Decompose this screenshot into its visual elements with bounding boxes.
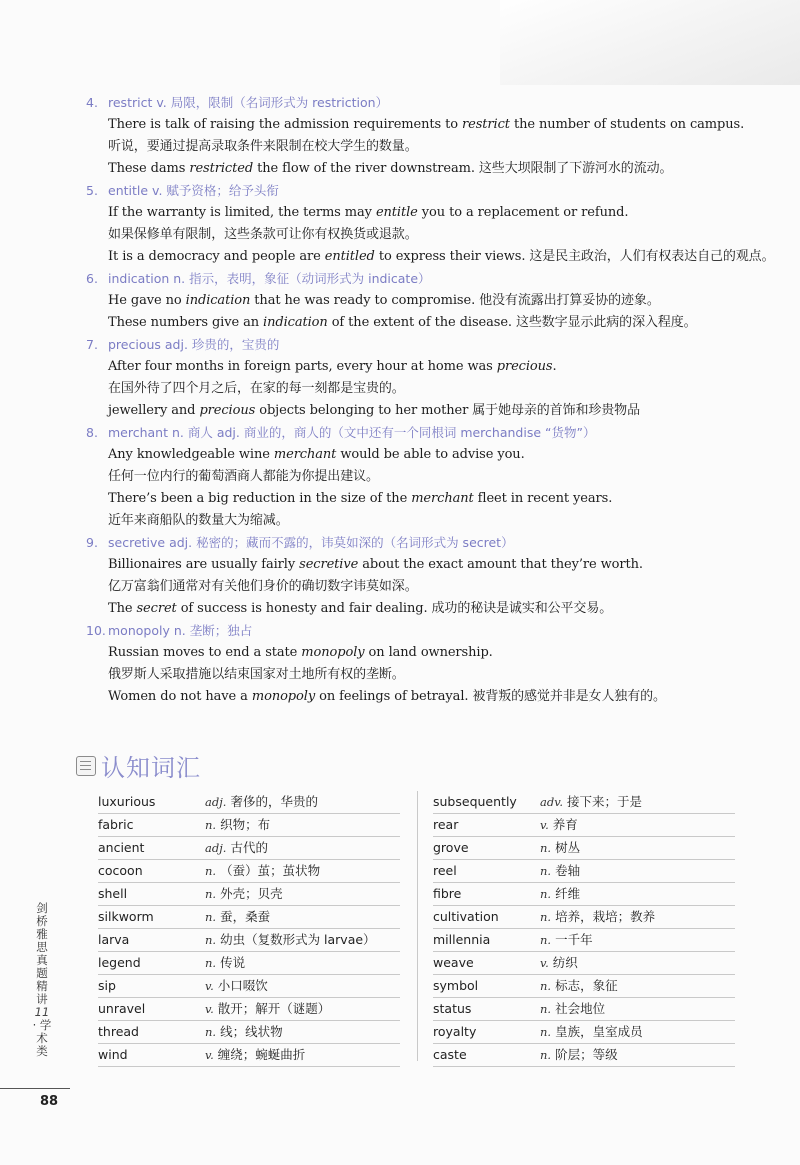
vocab-meaning: 皇族，皇室成员	[555, 1024, 643, 1039]
example-text: Women do not have a	[108, 689, 252, 704]
vocab-part-of-speech: n.	[540, 1025, 552, 1039]
entry-number: 7.	[86, 337, 98, 352]
side-label-prefix: 剑桥雅思真题精讲	[36, 901, 48, 1006]
vocab-part-of-speech: v.	[540, 956, 549, 970]
example-sentence	[86, 136, 786, 158]
word-entries	[86, 92, 786, 708]
example-keyword: restrict	[462, 117, 510, 132]
example-text: Billionaires are usually fairly	[108, 557, 300, 572]
entry-heading	[86, 268, 786, 290]
example-text: Any knowledgeable wine	[108, 447, 274, 462]
word-entry	[86, 532, 786, 620]
example-text: of success is honesty and fair dealing. 成功的秘诀是诚实和公平交易。	[176, 601, 613, 616]
example-text: jewellery and	[108, 403, 200, 418]
example-keyword: merchant	[411, 491, 474, 506]
vocab-row	[98, 906, 400, 929]
side-label-dot: ·	[32, 1018, 37, 1032]
example-text: It is a democracy and people are	[108, 249, 325, 264]
example-sentence	[86, 290, 786, 312]
vocab-title-text: 认知词汇	[101, 754, 201, 782]
example-sentence	[86, 400, 786, 422]
vocab-word: cultivation	[433, 909, 499, 924]
vocab-part-of-speech: n.	[540, 887, 552, 901]
example-text: 亿万富翁们通常对有关他们身价的确切数字讳莫如深。	[108, 579, 418, 594]
example-text: 听说，要通过提高录取条件来限制在校大学生的数量。	[108, 139, 418, 154]
entry-number: 5.	[86, 183, 98, 198]
entry-heading	[86, 92, 786, 114]
page-number: 88	[40, 1094, 59, 1109]
vocab-word: shell	[98, 886, 128, 901]
example-sentence	[86, 576, 786, 598]
example-text: on land ownership.	[364, 645, 493, 660]
vocab-meaning: 线；线状物	[220, 1024, 283, 1039]
vocab-word: status	[433, 1001, 472, 1016]
vocab-word: wind	[98, 1047, 128, 1062]
example-keyword: precious	[496, 359, 553, 374]
side-label-suffix: 学术类	[36, 1018, 52, 1058]
example-text: .	[552, 359, 557, 374]
vocab-part-of-speech: n.	[540, 933, 552, 947]
example-text: There’s been a big reduction in the size of the	[108, 491, 412, 506]
vocab-row	[98, 883, 400, 906]
vocab-row	[98, 814, 400, 837]
example-text: you to a replacement or refund.	[417, 205, 629, 220]
example-text: would be able to advise you.	[336, 447, 525, 462]
vocab-word: fabric	[98, 817, 134, 832]
vocab-part-of-speech: n.	[205, 818, 217, 832]
vocab-word: subsequently	[433, 794, 517, 809]
example-sentence	[86, 378, 786, 400]
example-keyword: indication	[263, 315, 328, 330]
vocab-word: millennia	[433, 932, 491, 947]
vocab-row	[433, 906, 735, 929]
vocab-part-of-speech: n.	[205, 933, 217, 947]
example-text: These numbers give an	[108, 315, 264, 330]
vocab-word: rear	[433, 817, 459, 832]
entry-heading-text: precious adj. 珍贵的，宝贵的	[108, 337, 280, 352]
example-sentence	[86, 664, 786, 686]
vocab-meaning: 古代的	[230, 840, 268, 855]
vocab-part-of-speech: adj.	[205, 841, 227, 855]
vocab-meaning: 树丛	[555, 840, 581, 855]
entry-number: 8.	[86, 425, 98, 440]
example-keyword: monopoly	[251, 689, 316, 704]
example-text: on feelings of betrayal. 被背叛的感觉并非是女人独有的。	[315, 689, 666, 704]
vocab-part-of-speech: n.	[540, 1002, 552, 1016]
example-text: These dams	[108, 161, 190, 176]
vocab-row	[433, 791, 735, 814]
example-text: After four months in foreign parts, every hour at home was	[108, 359, 497, 374]
vocab-row	[433, 998, 735, 1021]
word-entry	[86, 422, 786, 532]
example-text: the flow of the river downstream. 这些大坝限制了下游河水的流动。	[253, 161, 673, 176]
vocab-part-of-speech: n.	[540, 841, 552, 855]
vocab-part-of-speech: v.	[205, 1048, 214, 1062]
word-entry	[86, 180, 786, 268]
vocab-meaning: 培养，栽培；教养	[555, 909, 656, 924]
vocab-part-of-speech: v.	[540, 818, 549, 832]
column-divider	[417, 791, 418, 1061]
example-sentence	[86, 158, 786, 180]
example-text: that he was ready to compromise. 他没有流露出打算妥协的迹象。	[250, 293, 660, 308]
example-sentence	[86, 202, 786, 224]
vocab-meaning: 幼虫（复数形式为 larvae）	[220, 932, 376, 947]
vocab-word: reel	[433, 863, 457, 878]
example-text: to express their views. 这是民主政治，人们有权表达自己的观点。	[374, 249, 775, 264]
vocab-part-of-speech: n.	[540, 979, 552, 993]
vocab-row	[433, 814, 735, 837]
example-text: of the extent of the disease. 这些数字显示此病的深入程度。	[327, 315, 697, 330]
vocab-word: weave	[433, 955, 474, 970]
vocab-row	[98, 1044, 400, 1067]
entry-number: 4.	[86, 95, 98, 110]
vocab-word: royalty	[433, 1024, 477, 1039]
example-text: 近年来商船队的数量大为缩减。	[108, 513, 289, 528]
vocab-word: silkworm	[98, 909, 154, 924]
vocab-meaning: 一千年	[555, 932, 593, 947]
example-sentence	[86, 488, 786, 510]
entry-heading-text: indication n. 指示，表明，象征（动词形式为 indicate）	[108, 271, 431, 286]
vocab-row	[98, 998, 400, 1021]
example-text: 如果保修单有限制，这些条款可让你有权换货或退款。	[108, 227, 418, 242]
example-text: There is talk of raising the admission requirements to	[108, 117, 463, 132]
example-sentence	[86, 114, 786, 136]
example-sentence	[86, 466, 786, 488]
example-keyword: entitled	[324, 249, 375, 264]
example-text: objects belonging to her mother 属于她母亲的首饰和珍贵物品	[255, 403, 640, 418]
vocab-row	[98, 1021, 400, 1044]
vocab-row	[433, 860, 735, 883]
entry-number: 10.	[86, 623, 106, 638]
vocab-row	[433, 1021, 735, 1044]
vocab-part-of-speech: n.	[205, 864, 217, 878]
vocab-meaning: 织物；布	[220, 817, 271, 832]
vocab-meaning: （蚕）茧；茧状物	[220, 863, 321, 878]
entry-heading-text: restrict v. 局限，限制（名词形式为 restriction）	[108, 95, 389, 110]
entry-heading	[86, 180, 786, 202]
vocab-part-of-speech: n.	[540, 910, 552, 924]
page-number-rule	[0, 1088, 70, 1089]
vocab-part-of-speech: n.	[205, 956, 217, 970]
vocab-meaning: 接下来；于是	[567, 794, 643, 809]
example-text: 俄罗斯人采取措施以结束国家对土地所有权的垄断。	[108, 667, 405, 682]
example-text: He gave no	[108, 293, 186, 308]
entry-heading	[86, 620, 786, 642]
vocab-row	[98, 952, 400, 975]
vocab-table-right	[433, 791, 735, 1067]
vocab-row	[98, 975, 400, 998]
corner-texture	[500, 0, 800, 85]
example-keyword: merchant	[273, 447, 337, 462]
example-sentence	[86, 510, 786, 532]
example-sentence	[86, 444, 786, 466]
vocab-meaning: 奢侈的，华贵的	[230, 794, 318, 809]
vocab-word: larva	[98, 932, 130, 947]
example-keyword: secretive	[299, 557, 359, 572]
vocab-row	[433, 975, 735, 998]
example-keyword: restricted	[189, 161, 254, 176]
vocab-meaning: 外壳；贝壳	[220, 886, 283, 901]
vocab-meaning: 标志，象征	[555, 978, 618, 993]
example-sentence	[86, 554, 786, 576]
example-sentence	[86, 356, 786, 378]
example-text: 在国外待了四个月之后，在家的每一刻都是宝贵的。	[108, 381, 405, 396]
example-text: The	[108, 601, 137, 616]
example-text: If the warranty is limited, the terms may	[108, 205, 376, 220]
vocab-word: thread	[98, 1024, 139, 1039]
vocab-meaning: 纤维	[555, 886, 581, 901]
vocab-row	[98, 929, 400, 952]
entry-heading	[86, 422, 786, 444]
example-keyword: indication	[185, 293, 251, 308]
vocab-meaning: 卷轴	[555, 863, 581, 878]
vocab-word: symbol	[433, 978, 479, 993]
example-sentence	[86, 246, 786, 268]
vocab-word: sip	[98, 978, 116, 993]
vocab-part-of-speech: n.	[205, 910, 217, 924]
vocab-word: unravel	[98, 1001, 146, 1016]
vocab-part-of-speech: n.	[205, 887, 217, 901]
vocab-word: fibre	[433, 886, 462, 901]
vocab-meaning: 缠绕；蜿蜒曲折	[217, 1047, 306, 1062]
vocab-row	[98, 791, 400, 814]
vocab-part-of-speech: n.	[205, 1025, 217, 1039]
example-sentence	[86, 312, 786, 334]
vocab-row	[433, 929, 735, 952]
entry-heading	[86, 532, 786, 554]
vocab-word: luxurious	[98, 794, 156, 809]
word-entry	[86, 92, 786, 180]
entry-heading	[86, 334, 786, 356]
vocab-table-left	[98, 791, 400, 1067]
vocab-row	[98, 837, 400, 860]
example-text: about the exact amount that they’re worth.	[358, 557, 643, 572]
example-text: 任何一位内行的葡萄酒商人都能为你提出建议。	[108, 469, 379, 484]
example-sentence	[86, 224, 786, 246]
vocab-row	[433, 883, 735, 906]
vocab-row	[433, 837, 735, 860]
example-keyword: precious	[199, 403, 256, 418]
vocab-part-of-speech: n.	[540, 1048, 552, 1062]
entry-heading-text: merchant n. 商人 adj. 商业的，商人的（文中还有一个同根词 merchandise “货物”）	[108, 425, 596, 440]
entry-heading-text: entitle v. 赋予资格；给予头衔	[108, 183, 279, 198]
entry-heading-text: monopoly n. 垄断；独占	[108, 623, 253, 638]
vocab-part-of-speech: v.	[205, 979, 214, 993]
vocab-meaning: 小口啜饮	[217, 978, 268, 993]
vocab-part-of-speech: adv.	[540, 795, 564, 809]
entry-heading-text: secretive adj. 秘密的；藏而不露的，讳莫如深的（名词形式为 secret）	[108, 535, 514, 550]
vocab-word: ancient	[98, 840, 145, 855]
example-keyword: entitle	[375, 205, 418, 220]
vocab-word: grove	[433, 840, 469, 855]
vocab-meaning: 蚕，桑蚕	[220, 909, 271, 924]
example-text: the number of students on campus.	[509, 117, 745, 132]
vocab-word: cocoon	[98, 863, 143, 878]
example-text: Russian moves to end a state	[108, 645, 302, 660]
book-side-label	[32, 902, 52, 1058]
vocab-part-of-speech: adj.	[205, 795, 227, 809]
word-entry	[86, 334, 786, 422]
example-sentence	[86, 642, 786, 664]
word-entry	[86, 268, 786, 334]
vocab-meaning: 散开；解开（谜题）	[217, 1001, 331, 1016]
vocab-meaning: 社会地位	[555, 1001, 606, 1016]
example-keyword: monopoly	[301, 645, 365, 660]
example-text: fleet in recent years.	[473, 491, 613, 506]
entry-number: 9.	[86, 535, 98, 550]
notebook-icon	[76, 756, 96, 776]
vocab-word: legend	[98, 955, 141, 970]
vocab-part-of-speech: v.	[205, 1002, 214, 1016]
side-label-number: 11	[34, 1005, 50, 1019]
word-entry	[86, 620, 786, 708]
vocab-meaning: 养育	[552, 817, 578, 832]
vocab-part-of-speech: n.	[540, 864, 552, 878]
vocab-meaning: 传说	[220, 955, 246, 970]
example-sentence	[86, 598, 786, 620]
vocab-word: caste	[433, 1047, 467, 1062]
example-keyword: secret	[136, 601, 177, 616]
vocab-row	[433, 1044, 735, 1067]
vocab-meaning: 纺织	[552, 955, 578, 970]
example-sentence	[86, 686, 786, 708]
vocab-section-title	[76, 748, 201, 783]
vocab-row	[98, 860, 400, 883]
vocab-row	[433, 952, 735, 975]
vocab-meaning: 阶层；等级	[555, 1047, 618, 1062]
entry-number: 6.	[86, 271, 98, 286]
